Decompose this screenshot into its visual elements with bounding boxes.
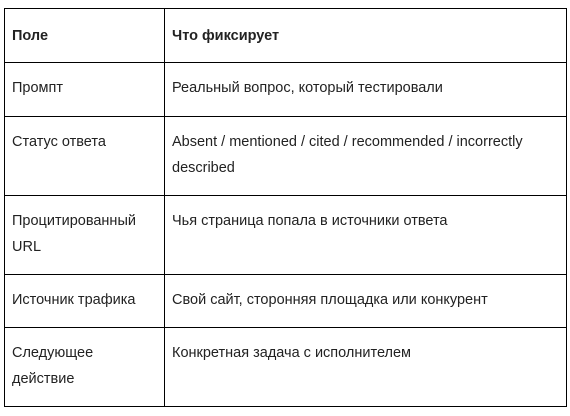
cell-field-description: Свой сайт, сторонняя площадка или конкурент (165, 275, 567, 328)
table-row (5, 328, 567, 407)
table-row (5, 196, 567, 275)
cell-field-name: Следующее действие (5, 328, 165, 407)
table-row (5, 117, 567, 196)
cell-field-description: Конкретная задача с исполнителем (165, 328, 567, 407)
table-row (5, 63, 567, 117)
table-row (5, 275, 567, 328)
cell-field-name: Процитированный URL (5, 196, 165, 275)
cell-field-name: Статус ответа (5, 117, 165, 196)
cell-field-description: Absent / mentioned / cited / recommended / incorrectly described (165, 117, 567, 196)
table-header-row (5, 9, 567, 63)
header-cell-what-records: Что фиксирует (165, 9, 567, 63)
fields-table (4, 8, 567, 407)
cell-field-description: Чья страница попала в источники ответа (165, 196, 567, 275)
header-cell-field: Поле (5, 9, 165, 63)
cell-field-name: Промпт (5, 63, 165, 117)
cell-field-description: Реальный вопрос, который тестировали (165, 63, 567, 117)
cell-field-name: Источник трафика (5, 275, 165, 328)
